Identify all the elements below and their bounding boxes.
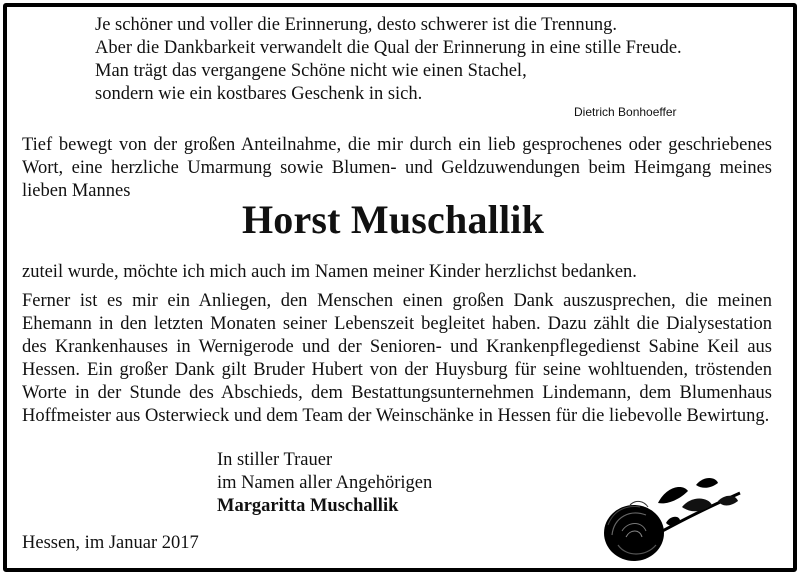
quote-author: Dietrich Bonhoeffer	[574, 105, 677, 119]
quote-line: sondern wie ein kostbares Geschenk in sich.	[95, 84, 423, 104]
quote-line: Man trägt das vergangene Schöne nicht wie einen Stachel,	[95, 61, 527, 81]
intro-paragraph: Tief bewegt von der großen Anteilnahme, die mir durch ein lieb gesprochenes oder geschriebenes Wort, eine herzliche Umarmung sowie Blumen- und Geldzuwendungen beim Heimgang meines lieben Mannes	[22, 135, 772, 201]
quote-line: Je schöner und voller die Erinnerung, desto schwerer ist die Trennung.	[95, 15, 618, 35]
closing-line: In stiller Trauer	[217, 450, 333, 470]
signature: Margaritta Muschallik	[217, 496, 399, 516]
deceased-name: Horst Muschallik	[241, 197, 545, 242]
closing-block	[217, 449, 432, 518]
black-rose-icon	[600, 465, 750, 565]
quote-line: Aber die Dankbarkeit verwandelt die Qual der Erinnerung in eine stille Freude.	[95, 38, 682, 58]
place-date: Hessen, im Januar 2017	[22, 533, 199, 553]
body-paragraph: Ferner ist es mir ein Anliegen, den Menschen einen großen Dank auszusprechen, die meinen Ehemann in den letzten Monaten seiner Lebenszeit begleitet haben. Dazu zählt die Dialysestation des Krankenhauses in Wernigerode und der Senioren- und Krankenpflegedienst Sabine Keil aus Hessen. Ein großer Dank gilt Bruder Hubert von der Huysburg für seine wohltuenden, tröstenden Worte in der Stunde des Abschieds, dem Bestattungsunternehmen Lindemann, dem Blumenhaus Hoffmeister aus Osterwieck und dem Team der Weinschänke in Hessen für die liebevolle Bewirtung.	[22, 291, 772, 426]
thanks-paragraph: zuteil wurde, möchte ich mich auch im Namen meiner Kinder herzlichst bedanken.	[22, 262, 637, 282]
quote-block	[95, 14, 715, 106]
closing-line: im Namen aller Angehörigen	[217, 473, 433, 493]
